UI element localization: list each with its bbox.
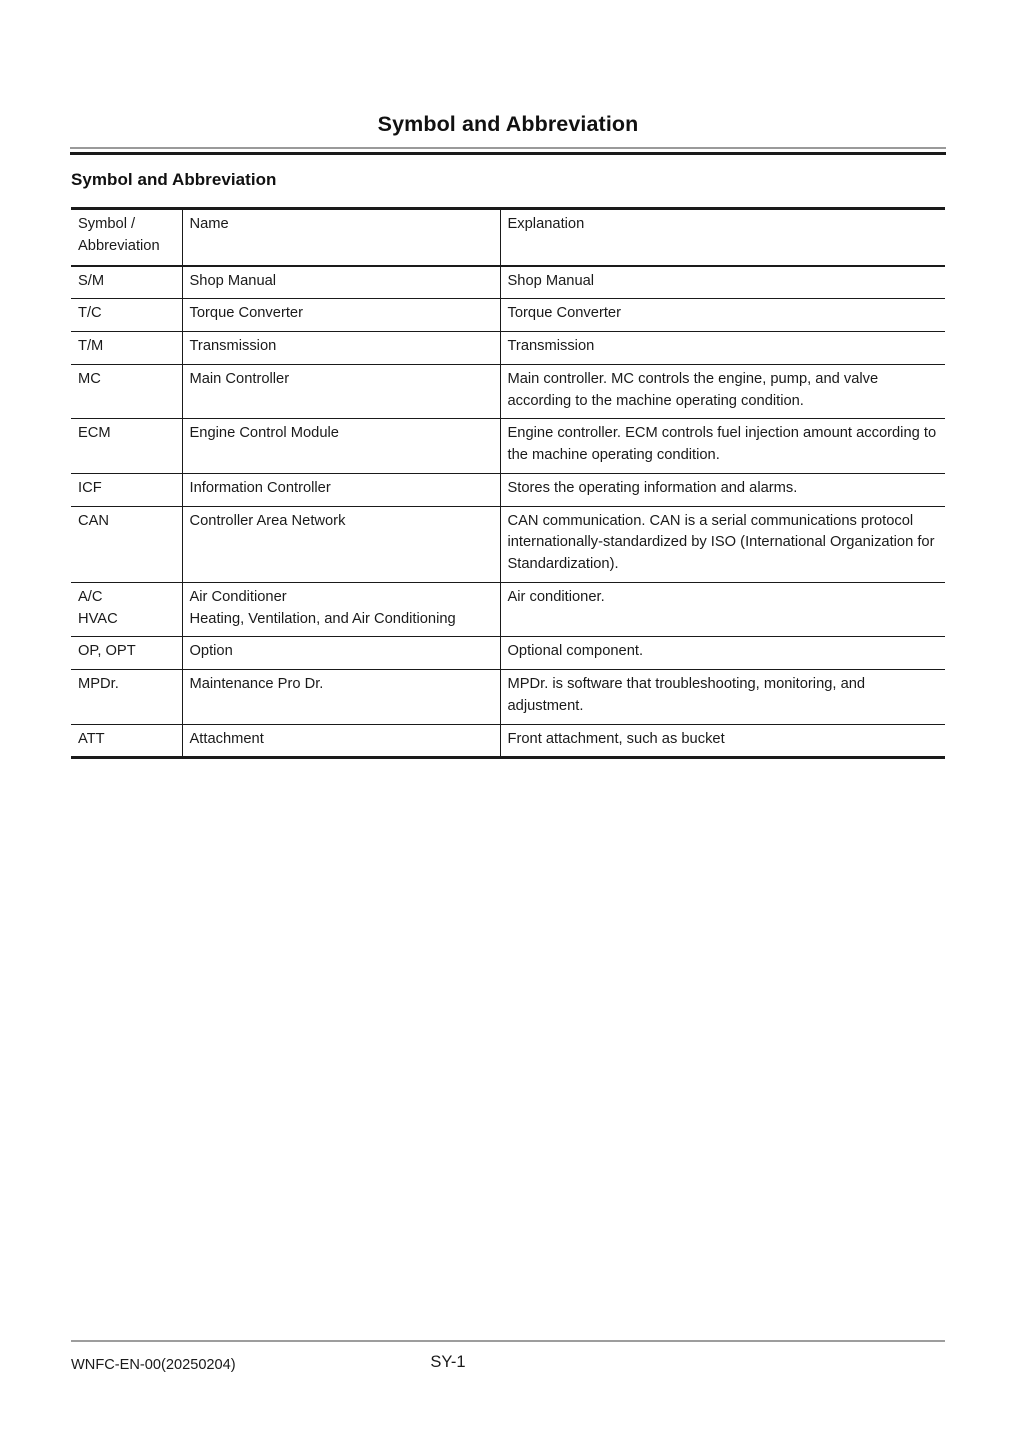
table-header-row <box>71 210 945 266</box>
cell-explanation: Torque Converter <box>500 299 945 332</box>
cell-explanation: Main controller. MC controls the engine, pump, and valve according to the machine operating condition. <box>500 364 945 419</box>
cell-explanation: Stores the operating information and alarms. <box>500 473 945 506</box>
cell-explanation: CAN communication. CAN is a serial communications protocol internationally-standardized by ISO (International Organization for Standardization). <box>500 506 945 582</box>
cell-symbol: T/C <box>71 299 182 332</box>
table-row <box>71 582 945 637</box>
cell-explanation: Transmission <box>500 332 945 365</box>
table-row <box>71 473 945 506</box>
footer-document-code: WNFC-EN-00(20250204) <box>71 1357 236 1373</box>
cell-symbol: T/M <box>71 332 182 365</box>
cell-symbol: ECM <box>71 419 182 474</box>
table-row <box>71 506 945 582</box>
table-header <box>71 210 945 266</box>
table-row <box>71 332 945 365</box>
cell-symbol: OP, OPT <box>71 637 182 670</box>
cell-name: Option <box>182 637 500 670</box>
cell-symbol: ATT <box>71 724 182 756</box>
section-heading: Symbol and Abbreviation <box>71 170 277 189</box>
column-header-symbol-line2: Abbreviation <box>78 237 160 254</box>
table-body <box>71 266 945 757</box>
cell-explanation: Shop Manual <box>500 266 945 299</box>
table-row <box>71 637 945 670</box>
cell-symbol: MC <box>71 364 182 419</box>
cell-explanation: MPDr. is software that troubleshooting, monitoring, and adjustment. <box>500 670 945 725</box>
cell-symbol: A/C HVAC <box>71 582 182 637</box>
symbol-abbreviation-table <box>71 210 945 756</box>
footer-rule <box>71 1340 945 1342</box>
cell-name: Shop Manual <box>182 266 500 299</box>
table-row <box>71 419 945 474</box>
cell-name: Maintenance Pro Dr. <box>182 670 500 725</box>
header-rule-thin <box>70 147 946 149</box>
column-header-symbol <box>71 210 182 266</box>
table-bottom-rule <box>71 756 945 759</box>
cell-name: Controller Area Network <box>182 506 500 582</box>
cell-explanation: Optional component. <box>500 637 945 670</box>
cell-name: Engine Control Module <box>182 419 500 474</box>
cell-explanation: Front attachment, such as bucket <box>507 730 725 747</box>
cell-symbol: CAN <box>71 506 182 582</box>
cell-name: Information Controller <box>182 473 500 506</box>
cell-name: Attachment <box>182 724 500 756</box>
cell-symbol: MPDr. <box>71 670 182 725</box>
cell-name: Torque Converter <box>182 299 500 332</box>
cell-name: Transmission <box>182 332 500 365</box>
cell-name: Main Controller <box>182 364 500 419</box>
table-row <box>71 364 945 419</box>
table-row <box>71 299 945 332</box>
cell-symbol: S/M <box>71 266 182 299</box>
cell-explanation: Engine controller. ECM controls fuel injection amount according to the machine operating condition. <box>500 419 945 474</box>
footer-page-number: SY-1 <box>430 1353 466 1371</box>
document-header <box>70 112 946 137</box>
cell-explanation: Air conditioner. <box>500 582 945 637</box>
table-row <box>71 724 945 756</box>
column-header-symbol-line1: Symbol / <box>78 216 136 232</box>
header-title: Symbol and Abbreviation <box>377 112 639 136</box>
header-rule-thick <box>70 152 946 155</box>
cell-name: Air Conditioner Heating, Ventilation, and Air Conditioning <box>182 582 500 637</box>
table-row <box>71 670 945 725</box>
table-row <box>71 266 945 299</box>
footer-page-number-wrap <box>71 1353 945 1372</box>
cell-symbol: ICF <box>71 473 182 506</box>
column-header-explanation: Explanation <box>500 210 945 266</box>
column-header-name: Name <box>182 210 500 266</box>
